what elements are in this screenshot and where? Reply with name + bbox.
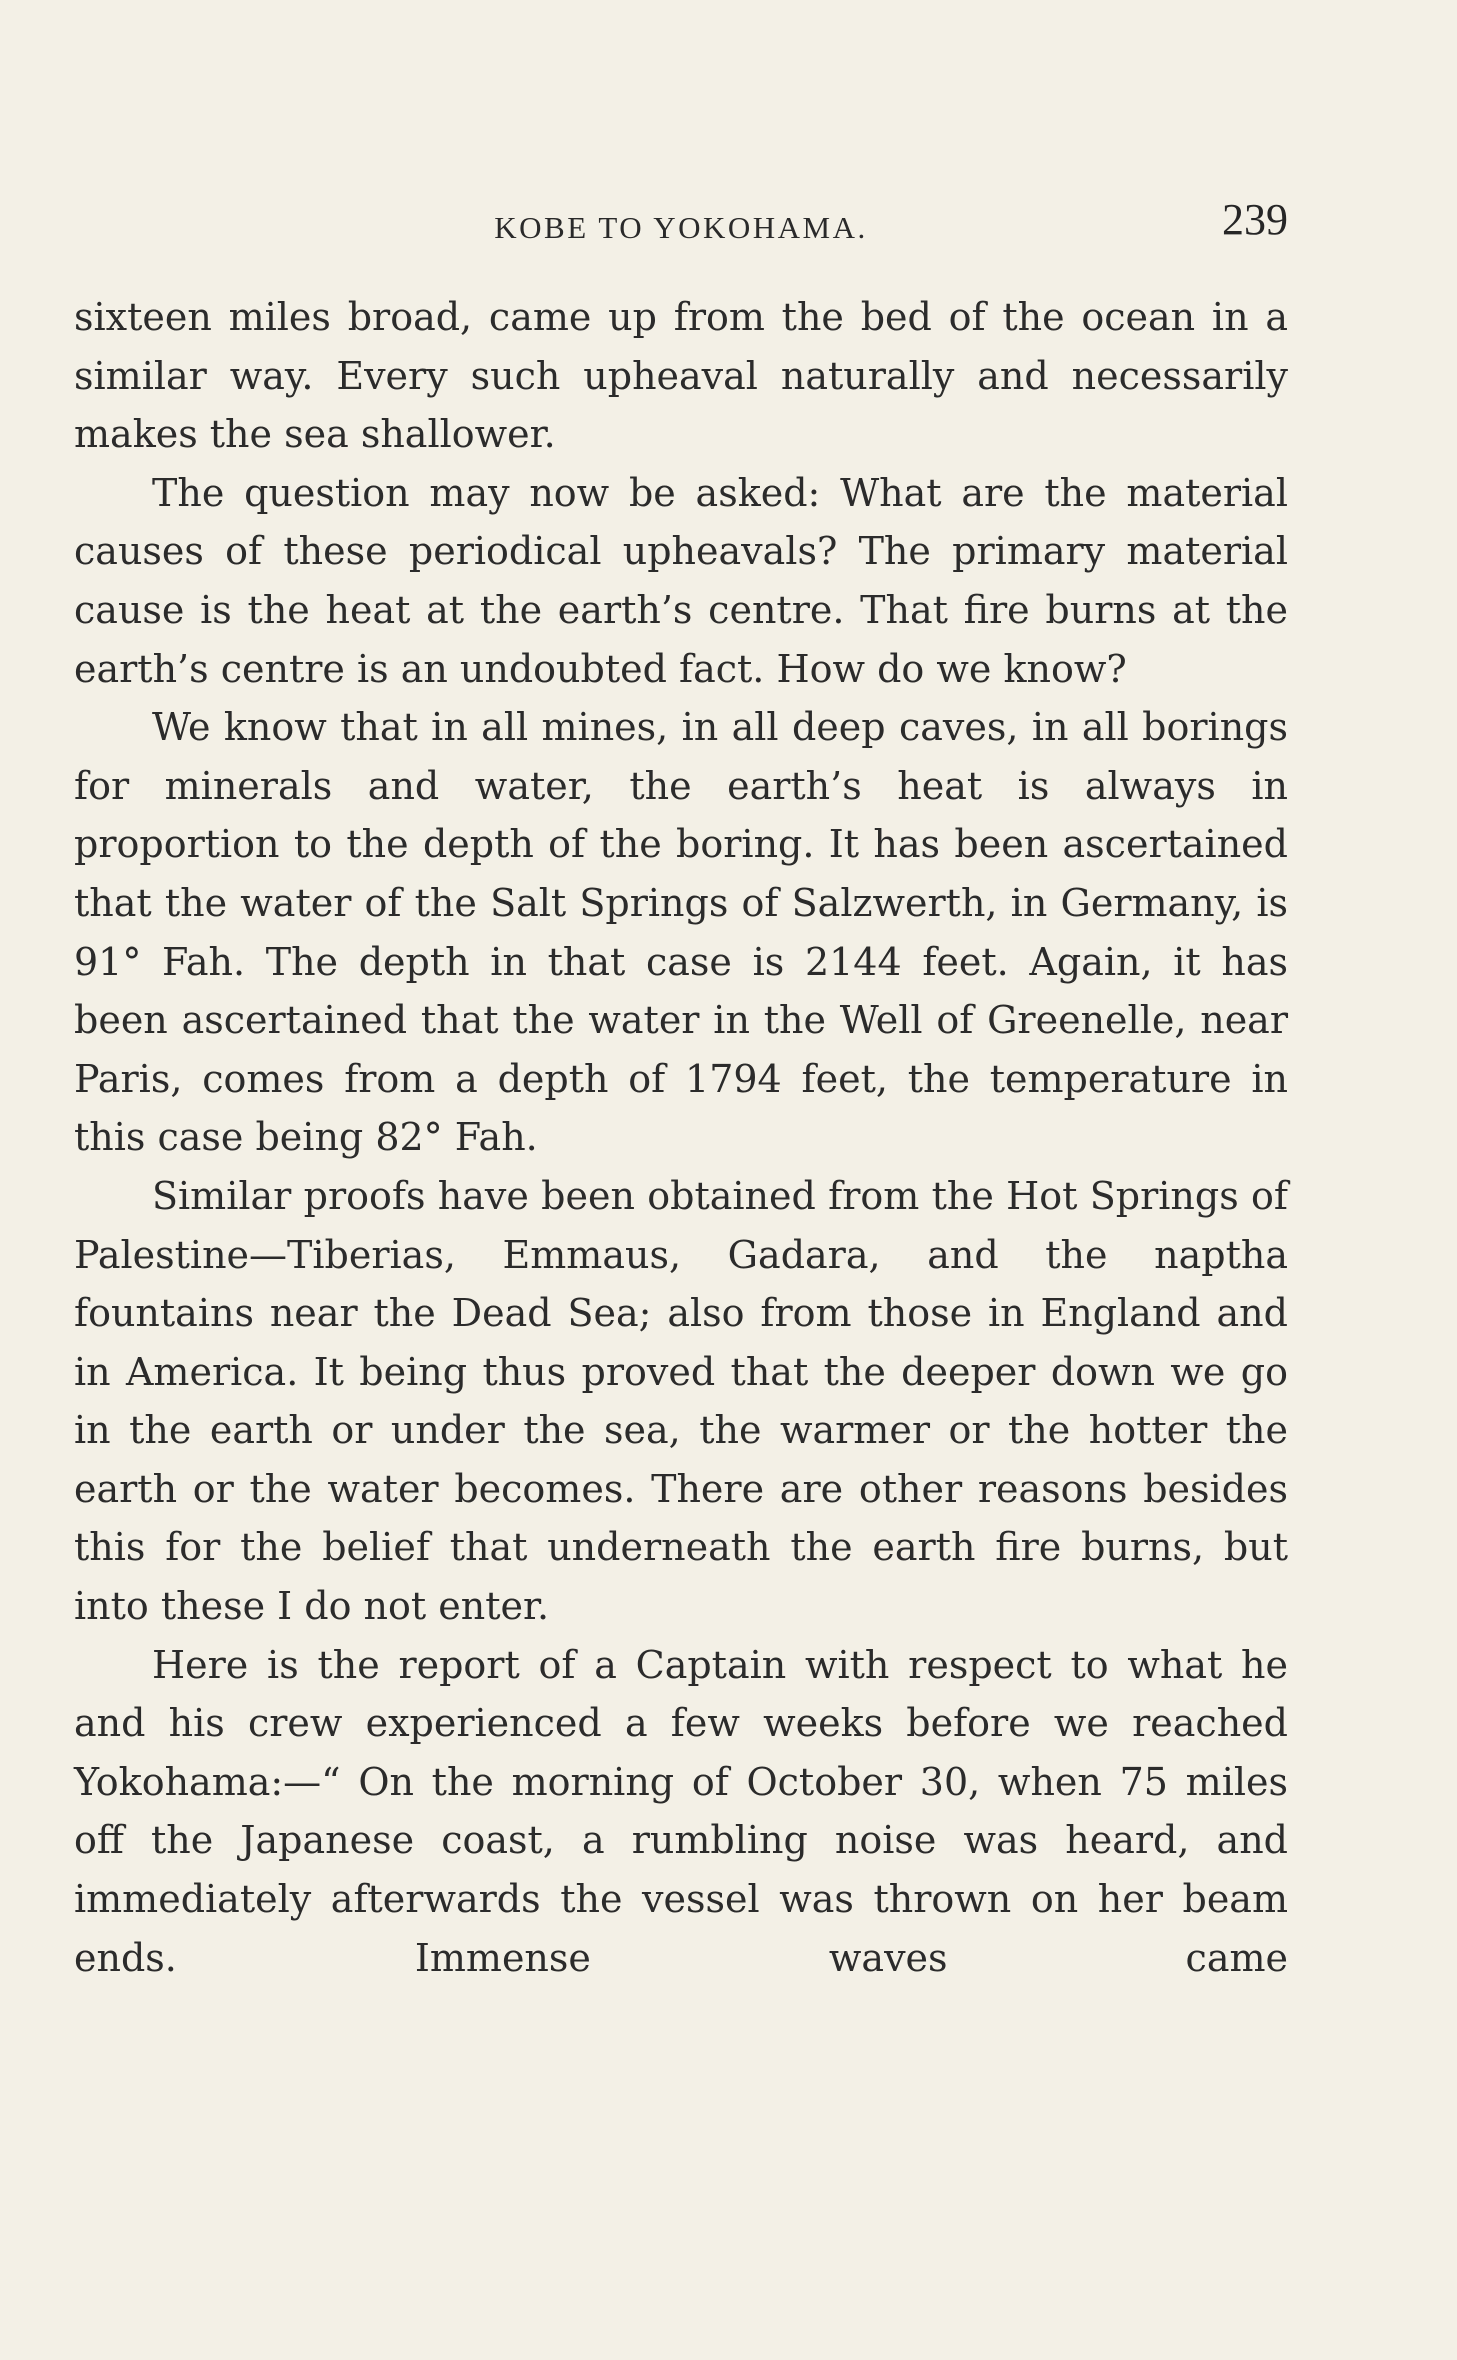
running-title: KOBE TO YOKOHAMA. [494, 210, 868, 245]
paragraph-2: The question may now be asked: What are the material causes of these periodical upheavals? The primary material cause is the heat at the earth’s centre. That fire burns at the earth’s centre is an undoubted fact. How do we know? [74, 470, 1288, 691]
running-head [74, 192, 1288, 252]
body-text [74, 288, 1288, 1987]
paragraph-5: Here is the report of a Captain with respect to what he and his crew experienced a few weeks before we reached Yokohama:—“ On the morning of October 30, when 75 miles off the Japanese coast, a rumbling noise was heard, and immediately afterwards the vessel was thrown on her beam ends. Immense waves came [74, 1642, 1288, 1980]
page-number: 239 [1222, 195, 1288, 244]
paragraph-3: We know that in all mines, in all deep caves, in all borings for minerals and water, the earth’s heat is always in proportion to the depth of the boring. It has been ascertained that the water of the Salt Springs of Salzwerth, in Germany, is 91° Fah. The depth in that case is 2144 feet. Again, it has been ascertained that the water in the Well of Greenelle, near Paris, comes from a depth of 1794 feet, the temperature in this case being 82° Fah. [74, 705, 1288, 1160]
paragraph-1: sixteen miles broad, came up from the bed of the ocean in a similar way. Every such upheaval naturally and necessarily makes the sea shallower. [74, 295, 1288, 457]
paragraph-4: Similar proofs have been obtained from the Hot Springs of Palestine—Tiberias, Emmaus, Gadara, and the naptha fountains near the Dead Sea; also from those in England and in America. It being thus proved that the deeper down we go in the earth or under the sea, the warmer or the hotter the earth or the water becomes. There are other reasons besides this for the belief that underneath the earth fire burns, but into these I do not enter. [74, 1173, 1288, 1629]
